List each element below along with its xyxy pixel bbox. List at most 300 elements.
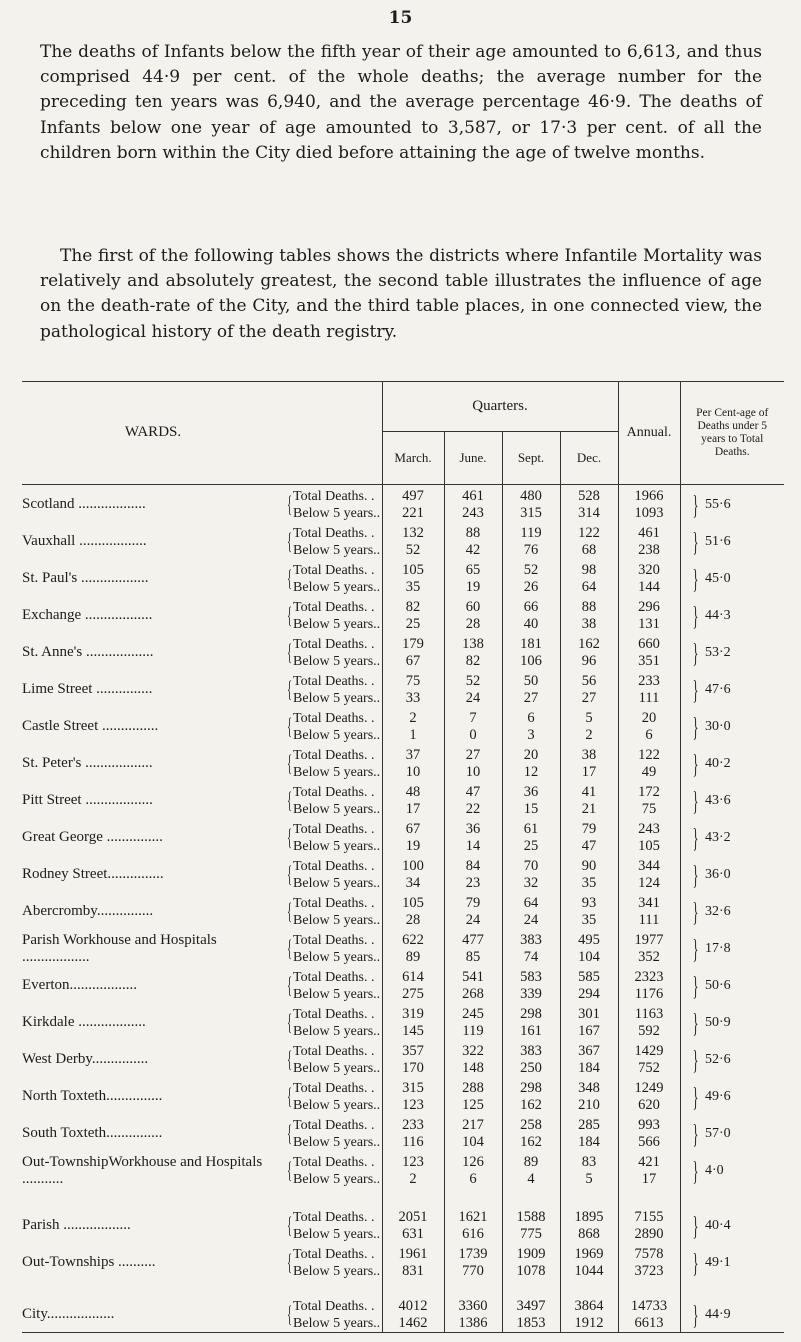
right-brace-icon: } [692,600,698,631]
total-annual: 172 [618,781,680,801]
below-sept: 1078 [502,1263,560,1280]
below-june: 104 [444,1134,502,1151]
total-march: 614 [382,966,444,986]
below-sept: 775 [502,1226,560,1243]
ward-1-row-total [22,522,784,542]
row-type-labels [284,1077,382,1114]
total-dec: 41 [560,781,618,801]
ward-name: Scotland .................. [22,496,146,512]
total-march: 179 [382,633,444,653]
header-annual: Annual. [618,382,680,484]
total-june: 47 [444,781,502,801]
ward-12-row-total [22,929,784,949]
below-sept: 26 [502,579,560,596]
below-june: 22 [444,801,502,818]
percent-value: 40·4 [704,1217,731,1233]
ward-name: West Derby............... [22,1051,149,1067]
below-sept: 27 [502,690,560,707]
row-type-labels [284,633,382,670]
total-annual: 993 [618,1114,680,1134]
percent-value: 32·6 [704,903,731,919]
below-march: 631 [382,1226,444,1243]
total-june: 217 [444,1114,502,1134]
below-sept: 76 [502,542,560,559]
ward-7-row-total [22,744,784,764]
header-spacer [284,382,382,484]
ward-10-row-total [22,855,784,875]
ward-name: Parish .................. [22,1217,131,1233]
label-below-5-years: Below 5 years.. [293,838,381,854]
total-annual: 7578 [618,1243,680,1263]
label-total-deaths: Total Deaths. . [293,1080,375,1096]
total-march: 105 [382,559,444,579]
total-march: 75 [382,670,444,690]
header-june: June. [444,432,502,484]
total-june: 541 [444,966,502,986]
below-march: 275 [382,986,444,1003]
below-annual: 111 [618,690,680,707]
total-march: 100 [382,855,444,875]
label-total-deaths: Total Deaths. . [293,969,375,985]
total-march: 315 [382,1077,444,1097]
row-type-labels [284,1114,382,1151]
paragraph-infant-deaths: The deaths of Infants below the fifth year of their age amounted to 6,613, and thus comprised 44·9 per cent. of the whole deaths; the average number for the preceding ten years was 6,940, and the average percentage 46·9. The deaths of Infants below one year of age amounted to 3,587, or 17·3 per cent. of all the children born within the City died before attaining the age of twelve months. [40,42,762,163]
row-type-labels [284,929,382,966]
header-march: March. [382,432,444,484]
below-dec: 184 [560,1134,618,1151]
label-below-5-years: Below 5 years.. [293,616,381,632]
label-total-deaths: Total Deaths. . [293,710,375,726]
total-annual: 1163 [618,1003,680,1023]
total-sept: 181 [502,633,560,653]
ward-name: Rodney Street............... [22,866,164,882]
ward-5-row-total [22,670,784,690]
header-quarters: Quarters. [382,382,618,432]
ward-name: Pitt Street .................. [22,792,153,808]
total-dec: 90 [560,855,618,875]
below-annual: 238 [618,542,680,559]
ward-4-row-total [22,633,784,653]
below-june: 6 [444,1171,502,1188]
total-march: 233 [382,1114,444,1134]
below-annual: 352 [618,949,680,966]
total-sept: 52 [502,559,560,579]
below-dec: 27 [560,690,618,707]
percent-value: 52·6 [704,1051,731,1067]
right-brace-icon: } [692,711,698,742]
label-total-deaths: Total Deaths. . [293,858,375,874]
total-dec: 56 [560,670,618,690]
total-june: 1621 [444,1206,502,1226]
below-dec: 35 [560,912,618,929]
total-march: 105 [382,892,444,912]
ward-name: Castle Street ............... [22,718,159,734]
total-june: 461 [444,484,502,505]
below-dec: 64 [560,579,618,596]
below-march: 2 [382,1171,444,1188]
below-annual: 1093 [618,505,680,522]
percent-value: 43·6 [704,792,731,808]
total-june: 138 [444,633,502,653]
below-june: 82 [444,653,502,670]
right-brace-icon: } [692,563,698,594]
total-june: 65 [444,559,502,579]
label-total-deaths: Total Deaths. . [293,1298,375,1314]
total-june: 7 [444,707,502,727]
left-brace-icon: { [287,1009,293,1035]
ward-11-row-total [22,892,784,912]
below-june: 616 [444,1226,502,1243]
right-brace-icon: } [692,933,698,964]
right-brace-icon: } [692,859,698,890]
right-brace-icon: } [692,637,698,668]
below-annual: 124 [618,875,680,892]
ward-18-row-total [22,1151,784,1171]
ward-name: Abercromby............... [22,903,154,919]
below-june: 148 [444,1060,502,1077]
percent-value: 53·2 [704,644,731,660]
ward-name: North Toxteth............... [22,1088,163,1104]
ward-15-row-total [22,1040,784,1060]
left-brace-icon: { [287,1157,293,1183]
label-below-5-years: Below 5 years.. [293,949,381,965]
total-dec: 367 [560,1040,618,1060]
right-brace-icon: } [692,822,698,853]
below-dec: 184 [560,1060,618,1077]
percent-value: 4·0 [704,1162,724,1178]
row-type-labels [284,1296,382,1333]
right-brace-icon: } [692,970,698,1001]
left-brace-icon: { [287,824,293,850]
below-dec: 167 [560,1023,618,1040]
label-total-deaths: Total Deaths. . [293,525,375,541]
total-june: 126 [444,1151,502,1171]
total-sept: 36 [502,781,560,801]
row-type-labels [284,818,382,855]
label-below-5-years: Below 5 years.. [293,912,381,928]
ward-name: Exchange .................. [22,607,153,623]
total-june: 36 [444,818,502,838]
ward-name: Out-Townships .......... [22,1254,156,1270]
below-march: 52 [382,542,444,559]
total-sept: 50 [502,670,560,690]
summary-1-row-total [22,1243,784,1263]
total-annual: 2323 [618,966,680,986]
label-total-deaths: Total Deaths. . [293,1006,375,1022]
label-below-5-years: Below 5 years.. [293,542,381,558]
below-annual: 75 [618,801,680,818]
below-march: 17 [382,801,444,818]
ward-name: Lime Street ............... [22,681,153,697]
below-dec: 294 [560,986,618,1003]
below-june: 24 [444,690,502,707]
below-march: 28 [382,912,444,929]
total-june: 3360 [444,1296,502,1315]
total-sept: 89 [502,1151,560,1171]
total-dec: 162 [560,633,618,653]
total-annual: 296 [618,596,680,616]
total-march: 319 [382,1003,444,1023]
total-annual: 461 [618,522,680,542]
total-june: 288 [444,1077,502,1097]
below-dec: 1044 [560,1263,618,1280]
below-annual: 131 [618,616,680,633]
percent-value: 36·0 [704,866,731,882]
percent-value: 57·0 [704,1125,731,1141]
total-dec: 88 [560,596,618,616]
label-below-5-years: Below 5 years.. [293,727,381,743]
total-sept: 298 [502,1003,560,1023]
left-brace-icon: { [287,565,293,591]
ward-name: Vauxhall .................. [22,533,147,549]
total-sept: 583 [502,966,560,986]
ward-name: South Toxteth............... [22,1125,163,1141]
row-type-labels [284,1003,382,1040]
total-june: 60 [444,596,502,616]
ward-17-row-total [22,1114,784,1134]
total-annual: 1429 [618,1040,680,1060]
below-sept: 24 [502,912,560,929]
right-brace-icon: } [692,1210,698,1241]
total-dec: 585 [560,966,618,986]
left-brace-icon: { [287,861,293,887]
label-below-5-years: Below 5 years.. [293,764,381,780]
total-march: 82 [382,596,444,616]
percent-value: 49·1 [704,1254,731,1270]
row-type-labels [284,484,382,522]
label-below-5-years: Below 5 years.. [293,579,381,595]
label-total-deaths: Total Deaths. . [293,1117,375,1133]
table-body-summary [22,1206,784,1296]
header-wards: WARDS. [22,382,284,484]
below-june: 770 [444,1263,502,1280]
total-june: 477 [444,929,502,949]
total-dec: 1895 [560,1206,618,1226]
right-brace-icon: } [692,748,698,779]
left-brace-icon: { [287,935,293,961]
ward-name: St. Paul's .................. [22,570,149,586]
label-below-5-years: Below 5 years.. [293,1315,381,1331]
ward-name: City.................. [22,1296,284,1333]
ward-6-row-total [22,707,784,727]
row-type-labels [284,596,382,633]
total-march: 357 [382,1040,444,1060]
below-annual: 620 [618,1097,680,1114]
ward-3-row-total [22,596,784,616]
total-dec: 93 [560,892,618,912]
row-type-labels [284,744,382,781]
total-sept: 298 [502,1077,560,1097]
row-type-labels [284,855,382,892]
below-dec: 96 [560,653,618,670]
below-dec: 1912 [560,1315,618,1333]
below-sept: 339 [502,986,560,1003]
below-june: 243 [444,505,502,522]
below-march: 25 [382,616,444,633]
summary-0-row-total [22,1206,784,1226]
total-june: 245 [444,1003,502,1023]
left-brace-icon: { [287,676,293,702]
total-annual: 320 [618,559,680,579]
total-sept: 1588 [502,1206,560,1226]
right-brace-icon: } [692,896,698,927]
below-dec: 104 [560,949,618,966]
percent-value: 40·2 [704,755,731,771]
page-number: 15 [388,8,413,28]
total-sept: 383 [502,1040,560,1060]
label-total-deaths: Total Deaths. . [293,784,375,800]
total-june: 1739 [444,1243,502,1263]
below-june: 28 [444,616,502,633]
left-brace-icon: { [287,972,293,998]
below-june: 24 [444,912,502,929]
below-sept: 12 [502,764,560,781]
below-june: 119 [444,1023,502,1040]
below-march: 89 [382,949,444,966]
total-dec: 38 [560,744,618,764]
below-sept: 161 [502,1023,560,1040]
total-dec: 301 [560,1003,618,1023]
below-march: 34 [382,875,444,892]
below-june: 1386 [444,1315,502,1333]
below-sept: 40 [502,616,560,633]
below-annual: 351 [618,653,680,670]
below-sept: 4 [502,1171,560,1188]
percent-value: 50·6 [704,977,731,993]
total-june: 84 [444,855,502,875]
left-brace-icon: { [287,639,293,665]
row-type-labels [284,707,382,744]
label-total-deaths: Total Deaths. . [293,636,375,652]
below-dec: 17 [560,764,618,781]
total-june: 88 [444,522,502,542]
right-brace-icon: } [692,674,698,705]
label-total-deaths: Total Deaths. . [293,747,375,763]
ward-8-row-total [22,781,784,801]
ward-0-row-total [22,484,784,505]
total-annual: 660 [618,633,680,653]
below-march: 10 [382,764,444,781]
row-type-labels [284,1243,382,1280]
paragraph-tables-intro: The first of the following tables shows the districts where Infantile Mortality was relatively and absolutely greatest, the second table illustrates the influence of age on the death-rate of the City, and the third table places, in one connected view, the pathological history of the death registry. [40,246,762,342]
below-annual: 144 [618,579,680,596]
label-below-5-years: Below 5 years.. [293,1097,381,1113]
total-sept: 119 [502,522,560,542]
city-row-total [22,1296,784,1315]
header-dec: Dec. [560,432,618,484]
total-annual: 14733 [618,1296,680,1315]
left-brace-icon: { [287,898,293,924]
left-brace-icon: { [287,1249,293,1275]
percent-value: 45·0 [704,570,731,586]
right-brace-icon: } [692,1081,698,1112]
label-below-5-years: Below 5 years.. [293,986,381,1002]
below-dec: 210 [560,1097,618,1114]
total-june: 79 [444,892,502,912]
total-sept: 3497 [502,1296,560,1315]
left-brace-icon: { [287,602,293,628]
total-annual: 243 [618,818,680,838]
total-annual: 421 [618,1151,680,1171]
total-march: 37 [382,744,444,764]
total-march: 67 [382,818,444,838]
below-dec: 35 [560,875,618,892]
below-june: 19 [444,579,502,596]
total-sept: 70 [502,855,560,875]
total-march: 497 [382,484,444,505]
label-total-deaths: Total Deaths. . [293,1043,375,1059]
below-june: 268 [444,986,502,1003]
label-below-5-years: Below 5 years.. [293,1134,381,1150]
percent-value: 44·9 [704,1306,731,1322]
ward-9-row-total [22,818,784,838]
header-sept: Sept. [502,432,560,484]
below-sept: 162 [502,1134,560,1151]
below-annual: 2890 [618,1226,680,1243]
total-annual: 122 [618,744,680,764]
total-dec: 3864 [560,1296,618,1315]
below-june: 42 [444,542,502,559]
label-below-5-years: Below 5 years.. [293,801,381,817]
ward-name: Great George ............... [22,829,163,845]
below-sept: 106 [502,653,560,670]
total-march: 2051 [382,1206,444,1226]
total-annual: 341 [618,892,680,912]
percent-value: 30·0 [704,718,731,734]
ward-14-row-total [22,1003,784,1023]
label-below-5-years: Below 5 years.. [293,875,381,891]
below-annual: 49 [618,764,680,781]
percent-value: 55·6 [704,496,731,512]
below-annual: 6613 [618,1315,680,1333]
right-brace-icon: } [692,785,698,816]
below-annual: 105 [618,838,680,855]
label-total-deaths: Total Deaths. . [293,1246,375,1262]
total-annual: 233 [618,670,680,690]
percent-value: 43·2 [704,829,731,845]
total-annual: 7155 [618,1206,680,1226]
total-march: 4012 [382,1296,444,1315]
below-sept: 315 [502,505,560,522]
row-type-labels [284,559,382,596]
label-below-5-years: Below 5 years.. [293,505,381,521]
below-sept: 32 [502,875,560,892]
below-annual: 6 [618,727,680,744]
row-type-labels [284,1040,382,1077]
row-type-labels [284,781,382,818]
below-march: 221 [382,505,444,522]
row-type-labels [284,1206,382,1243]
total-annual: 20 [618,707,680,727]
ward-2-row-total [22,559,784,579]
row-type-labels [284,522,382,559]
total-annual: 1249 [618,1077,680,1097]
below-annual: 111 [618,912,680,929]
row-type-labels [284,966,382,1003]
percent-value: 47·6 [704,681,731,697]
total-sept: 61 [502,818,560,838]
below-march: 1 [382,727,444,744]
below-sept: 25 [502,838,560,855]
below-annual: 752 [618,1060,680,1077]
below-june: 125 [444,1097,502,1114]
total-dec: 1969 [560,1243,618,1263]
total-june: 27 [444,744,502,764]
below-march: 1462 [382,1315,444,1333]
label-below-5-years: Below 5 years.. [293,653,381,669]
ward-name: St. Anne's .................. [22,644,154,660]
label-total-deaths: Total Deaths. . [293,932,375,948]
